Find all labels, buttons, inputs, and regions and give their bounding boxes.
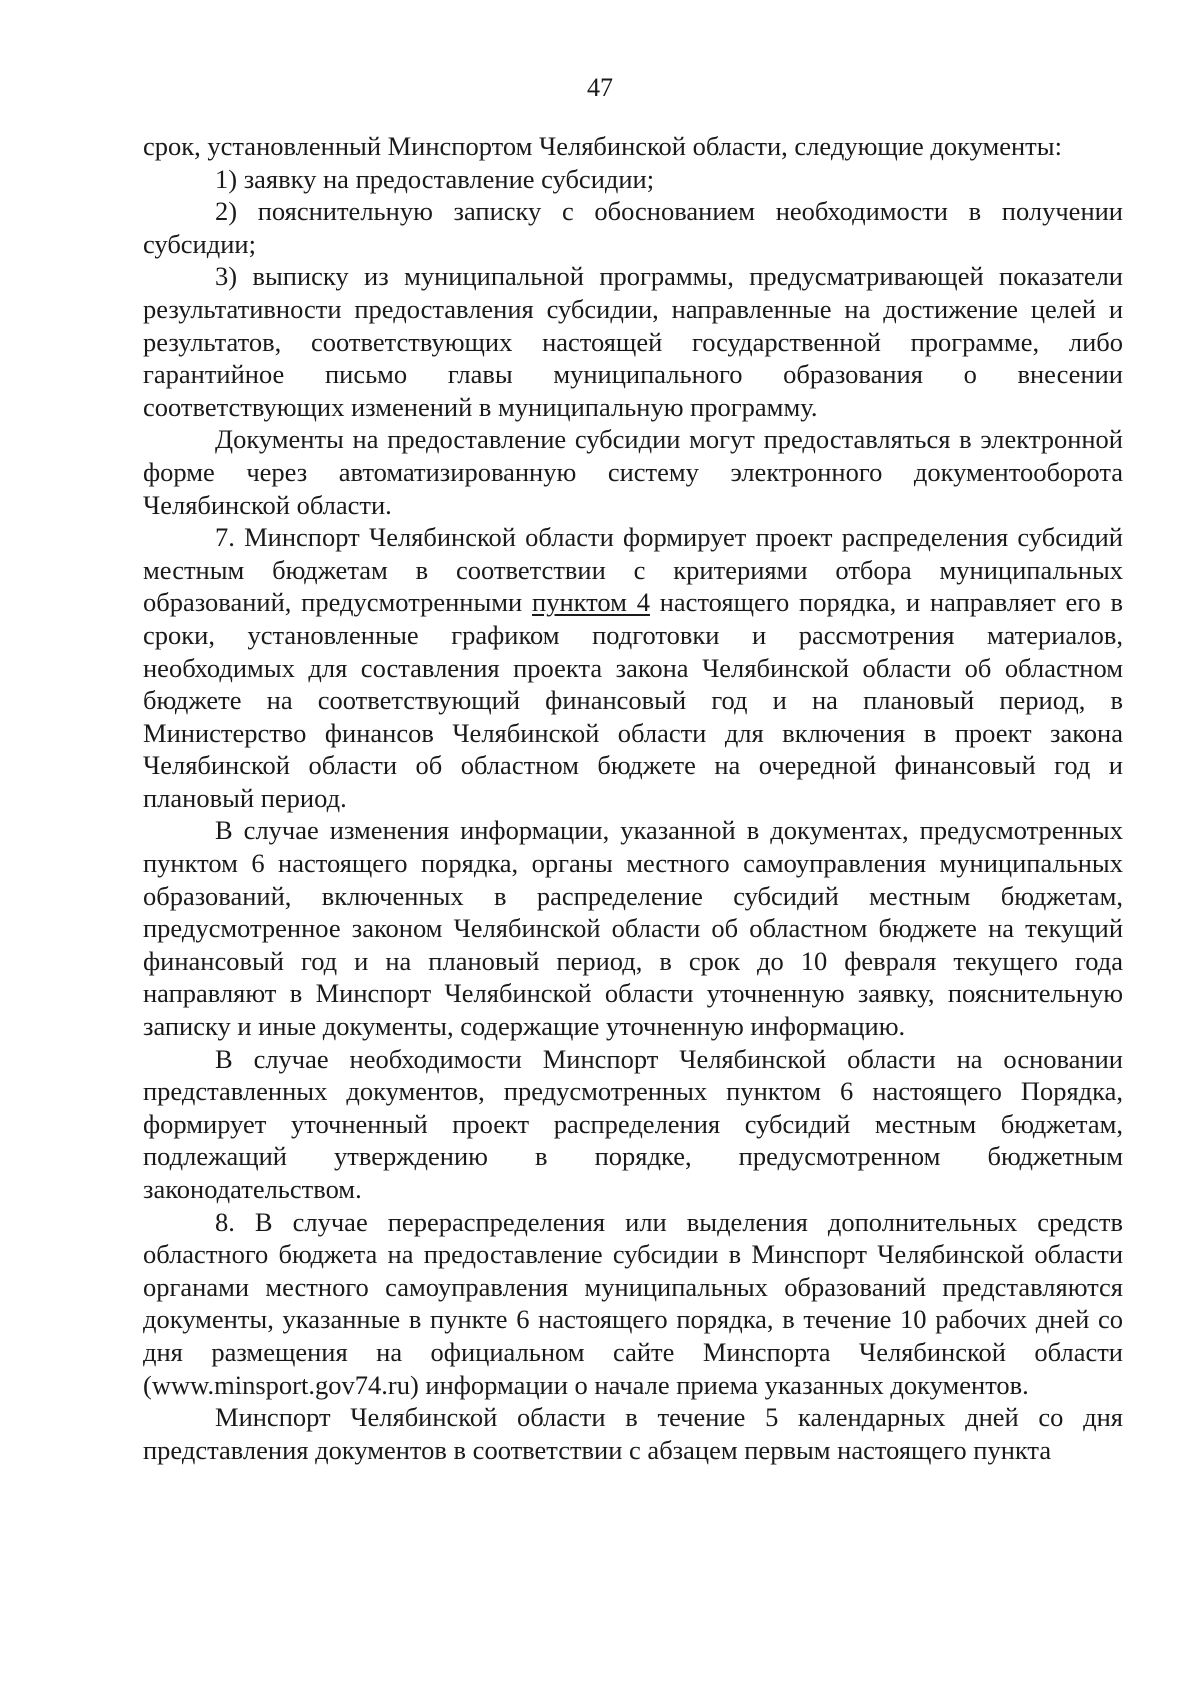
page-number: 47 <box>587 73 613 102</box>
paragraph-electronic-documents: Документы на предоставление субсидии могут предоставляться в электронной форме через автоматизированную систему электронного документооборота Челябинской области. <box>143 424 1123 520</box>
paragraph-item-2: 2) пояснительную записку с обоснованием необходимости в получении субсидии; <box>143 196 1123 259</box>
paragraph-refined-distribution: В случае необходимости Минспорт Челябинской области на основании представленных документов, предусмотренных пунктом 6 настоящего Порядка, формирует уточненный проект распределения субсидий местным бюджетам, подлежащий утверждению в порядке, предусмотренном бюджетным законодательством. <box>143 1043 1123 1204</box>
paragraph-item-3: 3) выписку из муниципальной программы, предусматривающей показатели результативности предоставления субсидии, направленные на достижение целей и результатов, соответствующих настоящей государственной программе, либо гарантийное письмо главы муниципального образования о внесении соответствующих изменений в муниципальную программу. <box>143 261 1123 422</box>
paragraph-section-7-text-after: настоящего порядка, и направляет его в сроки, установленные графиком подготовки и рассмотрения материалов, необходимых для составления проекта закона Челябинской области об областном бюджете на соответствующий финансовый год и на плановый период, в Министерство финансов Челябинской области для включения в проект закона Челябинской области об областном бюджете на очередной финансовый год и плановый период. <box>143 587 1123 813</box>
paragraph-section-7-text-before: 7. Минспорт Челябинской области формирует проект распределения субсидий местным бюджетам в соответствии с критериями отбора муниципальных образований, предусмотренными <box>143 522 1123 618</box>
paragraph-continuation: срок, установленный Минспортом Челябинской области, следующие документы: <box>143 131 1062 161</box>
paragraph-item-1: 1) заявку на предоставление субсидии; <box>215 163 655 194</box>
clause-4-link[interactable]: пунктом 4 <box>532 587 650 618</box>
paragraph-section-8: 8. В случае перераспределения или выделения дополнительных средств областного бюджета на предоставление субсидии в Минспорт Челябинской области органами местного самоуправления муниципальных образований представляются документы, указанные в пункте 6 настоящего порядка, в течение 10 рабочих дней со дня размещения на официальном сайте Минспорта Челябинской области (www.minsport.gov74.ru) информации о начале приема указанных документов. <box>143 1206 1123 1400</box>
paragraph-information-change: В случае изменения информации, указанной в документах, предусмотренных пунктом 6 настоящего порядка, органы местного самоуправления муниципальных образований, включенных в распределение субсидий местным бюджетам, предусмотренное законом Челябинской области об областном бюджете на текущий финансовый год и на плановый период, в срок до 10 февраля текущего года направляют в Минспорт Челябинской области уточненную заявку, пояснительную записку и иные документы, содержащие уточненную информацию. <box>143 815 1123 1042</box>
paragraph-review-period: Минспорт Челябинской области в течение 5 календарных дней со дня представления документов в соответствии с абзацем первым настоящего пункта <box>143 1402 1123 1465</box>
paragraph-section-7 <box>143 521 1123 814</box>
document-body <box>143 130 1123 1466</box>
